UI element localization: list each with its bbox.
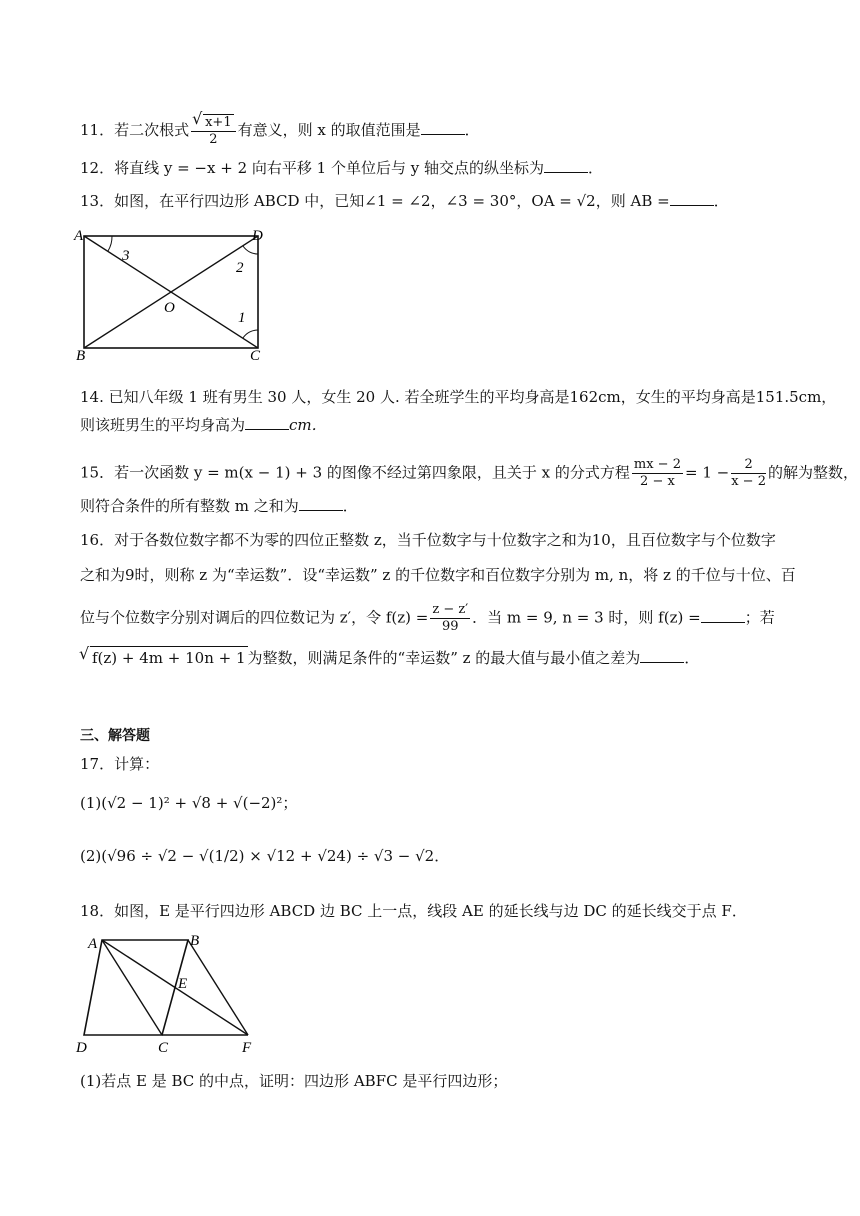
q15-answer-blank[interactable] — [299, 496, 343, 511]
angle-3-arc — [108, 236, 112, 251]
q15-mid: = 1 − — [684, 463, 730, 482]
question-17-title: 17．计算： — [80, 755, 160, 773]
q16-fden: 99 — [441, 619, 459, 634]
q16-line2: 之和为9时，则称 z 为“幸运数”．设“幸运数” z 的千位数字和百位数字分别为 m, n，将 z 的千位与十位、百 — [80, 566, 796, 584]
question-17-part-2 — [80, 845, 449, 867]
q14-line1: 14. 已知八年级 1 班有男生 30 人，女生 20 人. 若全班学生的平均身高是162cm，女生的平均身高是151.5cm， — [80, 388, 837, 406]
q17-p2-label: (2) — [80, 847, 102, 865]
q16-line3a: 位与个位数字分别对调后的四位数记为 z′，令 f(z) = — [80, 608, 429, 627]
label-d: D — [252, 228, 263, 244]
q13-end: ． — [713, 192, 729, 210]
label-angle-1: 1 — [238, 310, 246, 326]
q13-text: 13．如图，在平行四边形 ABCD 中，已知∠1 = ∠2，∠3 = 30°，OA = √2，则 AB = — [80, 192, 670, 210]
q16-fraction — [430, 602, 470, 635]
q14-answer-blank[interactable] — [245, 415, 289, 430]
section-3-heading: 三、解答题 — [80, 728, 150, 744]
angle-2-arc — [243, 246, 258, 254]
q11-prefix: 11．若二次根式 — [80, 121, 190, 139]
label-a: A — [88, 936, 98, 952]
question-15-line-1 — [80, 457, 858, 490]
q16-answer-blank-1[interactable] — [701, 608, 745, 623]
question-18: 18．如图，E 是平行四边形 ABCD 边 BC 上一点，线段 AE 的延长线与边 DC 的延长线交于点 F． — [80, 902, 747, 920]
segment-bf — [188, 940, 248, 1035]
q16-end: ． — [684, 649, 700, 667]
parallelogram-abcd — [84, 940, 188, 1035]
q12-text: 12．将直线 y = −x + 2 向右平移 1 个单位后与 y 轴交点的纵坐标为 — [80, 159, 544, 177]
q17-p1-label: (1) — [80, 794, 102, 812]
label-d: D — [76, 1040, 87, 1056]
q16-radicand: √ f(z) + 4m + 10n + 1 — [90, 646, 248, 669]
q11-end: ． — [464, 121, 480, 139]
q16-line3c: ；若 — [744, 608, 775, 627]
segment-af — [102, 940, 248, 1035]
question-16-line-4 — [80, 646, 699, 669]
question-18-part-1: (1)若点 E 是 BC 的中点，证明：四边形 ABFC 是平行四边形； — [80, 1072, 508, 1090]
q16-line4a: 为整数，则满足条件的“幸运数” z 的最大值与最小值之差为 — [247, 649, 641, 667]
q13-answer-blank[interactable] — [670, 191, 714, 206]
q17-p2-end: ． — [434, 847, 450, 865]
segment-ac — [102, 940, 162, 1035]
label-b: B — [76, 348, 86, 362]
q17-p1-expr: (√2 − 1)² + √8 + √(−2)² — [101, 794, 283, 812]
label-c: C — [158, 1040, 169, 1056]
figure-18-parallelogram — [72, 928, 272, 1058]
q16-line3b: ．当 m = 9, n = 3 时，则 f(z) = — [472, 608, 701, 627]
q15-line1b: 的解为整数， — [767, 463, 858, 482]
q11-answer-blank[interactable] — [421, 120, 465, 135]
q17-p1-end: ； — [282, 794, 298, 812]
question-14-line-2 — [80, 414, 327, 436]
question-12 — [80, 157, 603, 179]
label-angle-2: 2 — [236, 260, 244, 276]
angle-1-arc — [243, 330, 258, 338]
q11-radicand: √ x+1 — [203, 114, 234, 131]
question-16-line-1 — [80, 529, 776, 551]
label-a: A — [74, 228, 84, 244]
q15-f1-num: mx − 2 — [633, 457, 681, 472]
q14-unit: cm． — [289, 416, 327, 434]
q15-line2a: 则符合条件的所有整数 m 之和为 — [80, 497, 299, 515]
q12-answer-blank[interactable] — [544, 158, 588, 173]
q15-fraction-1 — [632, 457, 683, 490]
q16-answer-blank-2[interactable] — [640, 648, 684, 663]
label-c: C — [250, 348, 261, 362]
question-16-line-3 — [80, 602, 775, 635]
q15-f1-den: 2 − x — [640, 474, 675, 489]
label-angle-3: 3 — [122, 248, 130, 264]
question-14-line-1 — [80, 386, 836, 408]
q11-text: 有意义，则 x 的取值范围是 — [237, 121, 421, 139]
figure-13-parallelogram — [72, 222, 272, 362]
q16-line1: 16．对于各数位数字都不为零的四位正整数 z，当千位数字与十位数字之和为10，且百位数字与个位数字 — [80, 531, 776, 549]
question-15-line-2 — [80, 495, 358, 517]
label-f: F — [242, 1040, 252, 1056]
q17-p2-expr: (√96 ÷ √2 − √(1/2) × √12 + √24) ÷ √3 − √2 — [101, 847, 435, 865]
q15-f2-num: 2 — [731, 457, 766, 474]
question-11 — [80, 114, 480, 148]
q15-fraction-2 — [731, 457, 766, 490]
question-13 — [80, 190, 729, 212]
label-e: E — [178, 976, 188, 992]
label-o: O — [164, 300, 175, 316]
q11-fraction — [191, 114, 236, 148]
q15-f2-den: x − 2 — [731, 474, 766, 489]
q16-fnum: z − z′ — [432, 602, 469, 617]
q15-line1a: 15．若一次函数 y = m(x − 1) + 3 的图像不经过第四象限，且关于 x 的分式方程 — [80, 463, 630, 482]
q11-denominator: 2 — [209, 132, 218, 147]
question-17-part-1 — [80, 792, 297, 814]
question-16-line-2 — [80, 564, 796, 586]
q15-end: ． — [342, 497, 358, 515]
q14-line2a: 则该班男生的平均身高为 — [80, 416, 246, 434]
label-b: B — [190, 933, 200, 949]
q12-end: ． — [587, 159, 603, 177]
